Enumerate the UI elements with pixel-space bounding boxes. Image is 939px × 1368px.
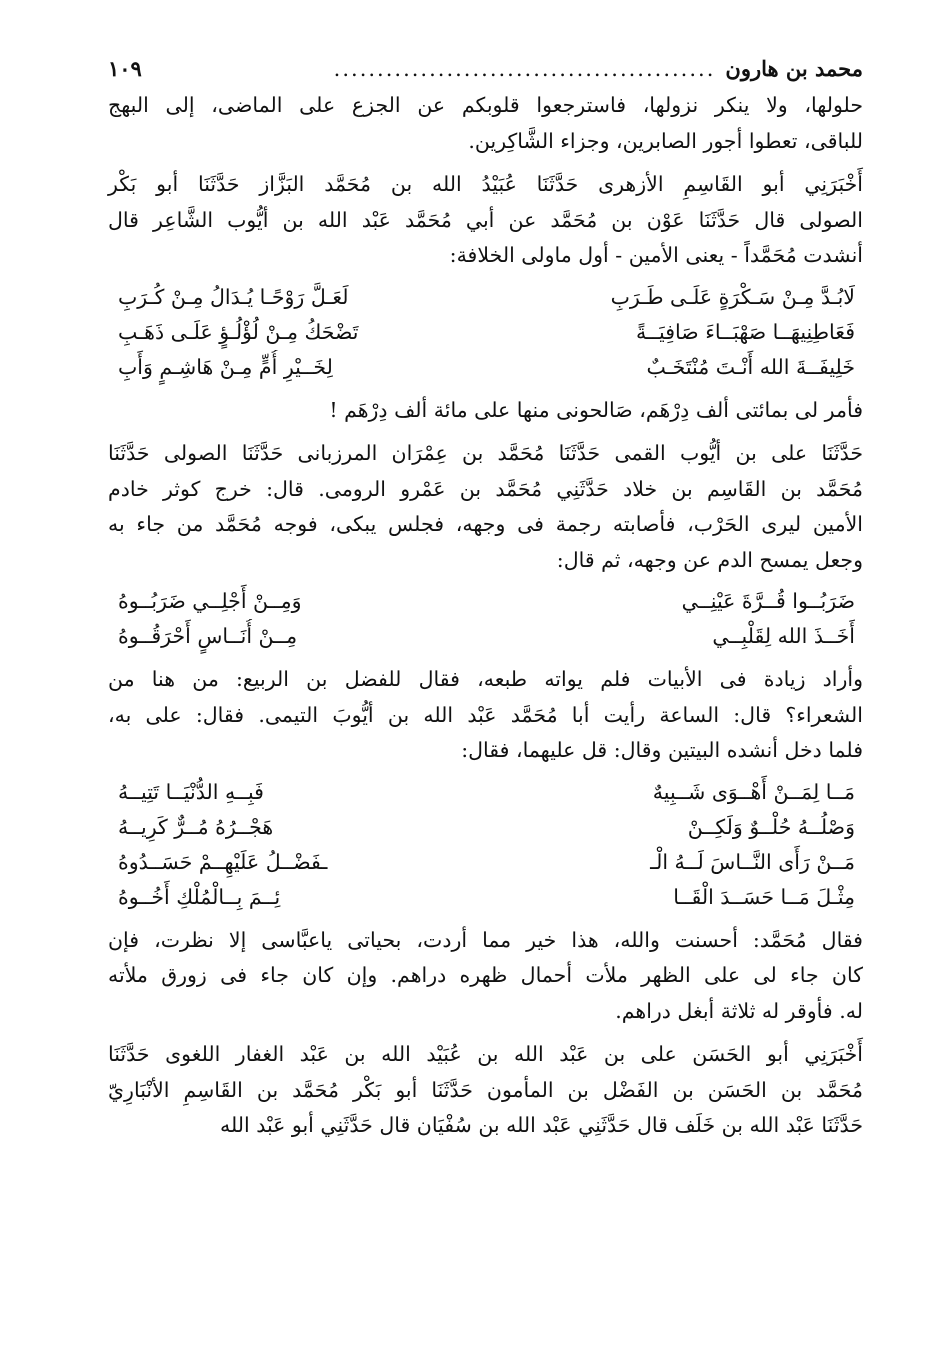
page-number: ١٠٩ [108,56,142,81]
paragraph [108,1037,863,1144]
verse [118,280,855,315]
first-hemistich: خَلِيفَــةَ الله أَنْـتَ مُنْتَخَـبٌ [646,354,855,379]
verse [118,350,855,385]
first-hemistich: فَعَاطِنِيهَــا صَهْبَــاءَ صَافِيَــةً [636,319,855,344]
running-title: محمد بن هارون [725,56,863,81]
poem [108,584,863,654]
first-hemistich: أَخَــذَ الله لِقَلْبِــي [712,624,855,648]
text-line: مُحَمَّد بن الحَسَن بن الفَضْل بن المأمون حَدَّثَنَا أبو بَكْر مُحَمَّد بن القَاسِمِ الأنْبَارِيّ [108,1077,863,1102]
verse [118,315,855,350]
first-hemistich: ضَرَبُــوا قُــرَّةَ عَيْنِــي [681,589,855,613]
running-header [108,52,863,86]
second-hemistich: ئِــمَ بِــالْمُلْكِ أَخُــوهُ [118,884,281,909]
verse [118,775,855,810]
text-line: حَدَّثَنَا عَبْد الله بن خَلَف قال حَدَّثَنِي عَبْد الله بن سُفْيَان قال حَدَّثَنِي أبو عَبْد الله [219,1113,863,1137]
verse [118,880,855,915]
text-line: وأراد زيادة فى الأبيات فلم يواته طبعه، فقال للفضل بن الربيع: من هنا من [108,667,863,691]
text-line: مُحَمَّد بن القَاسِم بن خلاد حَدَّثَنِي مُحَمَّد بن عَمْرو الرومى. قال: خرج كوثر خادم [108,476,863,501]
second-hemistich: وَمِــنْ أَجْلِــي ضَرَبُــوهُ [118,589,302,613]
first-hemistich: مَــنْ رَأَى النَّــاسَ لَــهُ الْـ [650,849,855,874]
first-hemistich: وَصْلُــهُ حُلْــوٌ وَلَكِــنْ [687,814,855,839]
second-hemistich: لِخَــيْرِ أُمٍّ مِـنْ هَاشِـمٍ وَأَبِ [118,354,333,379]
text-line: أَخْبَرَنِي أبو القَاسِمِ الأزهرى حَدَّثَنَا عُبَيْدُ الله بن مُحَمَّد البَزَّاز حَدَّثَنَا أبو بَكْر [108,172,863,196]
paragraph [108,393,863,429]
dot-leader: ............................................ [333,57,716,81]
text-line: للباقى، تعطوا أجور الصابرين، وجزاء الشَّاكِرين. [468,128,863,153]
first-hemistich: لَابُـدَّ مِـنْ سَـكْرَةٍ عَلَـى طَـرَبِ [610,284,855,309]
verse [118,584,855,619]
text-line: كان جاء لى على الظهر ملأت أحمال ظهره دراهم. وإن كان جاء فى زورق ملأته [108,963,863,987]
first-hemistich: مِثْـلَ مَــا حَسَــدَ الْقَــا [673,884,855,909]
paragraph [108,88,863,159]
paragraph [108,167,863,274]
second-hemistich: هَجْــرُهُ مُــرٌّ كَرِيــهُ [118,814,274,839]
second-hemistich: مِــنْ أُنَــاسٍ أَحْرَقُــوهُ [118,624,298,648]
text-line: له. فأوقر له ثلاثة أبغل دراهم. [615,998,863,1023]
text-line: أَخْبَرَنِي أبو الحَسَن على بن عَبْد الله بن عُبَيْد الله بن عَبْد الغفار اللغوى حَدَّثَنَا [108,1042,863,1066]
text-line: فأمر لى بمائتى ألف دِرْهَم، صَالحونى منها على مائة ألف دِرْهَم ! [329,397,863,422]
paragraph [108,436,863,578]
text-line: الشعراء؟ قال: الساعة رأيت أبا مُحَمَّد عَبْد الله بن أيُّوبَ التيمى. فقال: على به، [108,702,863,727]
first-hemistich: مَــا لِمَــنْ أَهْــوَى شَــبِيهٌ [652,779,855,804]
poem [108,280,863,385]
text-line: فقال مُحَمَّد: أحسنت والله، هذا خير مما أردت، بحياتى ياعبَّاسى إلا نظرت، فإن [108,927,863,952]
paragraph [108,923,863,1030]
second-hemistich: فَبِــهِ الدُّنْيَــا تَتِيــهُ [118,779,264,804]
text-line: الأمين ليرى الحَرْب، فأصابته رجمة فى وجهه، فجلس يبكى، فوجه مُحَمَّد من جاء به [108,512,863,536]
verse [118,810,855,845]
second-hemistich: لَعَـلَّ رَوْحًـا يُـدَالُ مِـنْ كُـرَبِ [118,284,349,309]
text-line: حلولها، ولا ينكر نزولها، فاسترجعوا قلوبكم عن الجزع على الماضى، إلى البهج [108,93,863,117]
page-body [108,88,863,1144]
text-line: وجعل يمسح الدم عن وجهه، ثم قال: [556,547,863,572]
text-line: حَدَّثَنَا على بن أيُّوب القمى حَدَّثَنَا مُحَمَّد بن عِمْرَان المرزبانى حَدَّثَنَا الصولى حَدَّثَنَا [108,441,863,465]
second-hemistich: ـفَضْــلُ عَلَيْهِــمْ حَسَــدُوهُ [118,849,328,874]
verse [118,845,855,880]
poem [108,775,863,915]
text-line: أنشدت مُحَمَّداً - يعنى الأمين - أول ماولى الخلافة: [449,243,863,267]
paragraph [108,662,863,769]
text-line: فلما دخل أنشده البيتين وقال: قل عليهما، فقال: [461,738,863,762]
second-hemistich: تَضْحَكُ مِـنْ لُؤْلُـؤٍ عَلَـى ذَهَـبِ [118,319,359,344]
text-line: الصولى قال حَدَّثَنَا عَوْن بن مُحَمَّد عن أبي مُحَمَّد عَبْد الله بن أيُّوب الشَّاعِر قال [108,207,863,232]
verse [118,619,855,654]
